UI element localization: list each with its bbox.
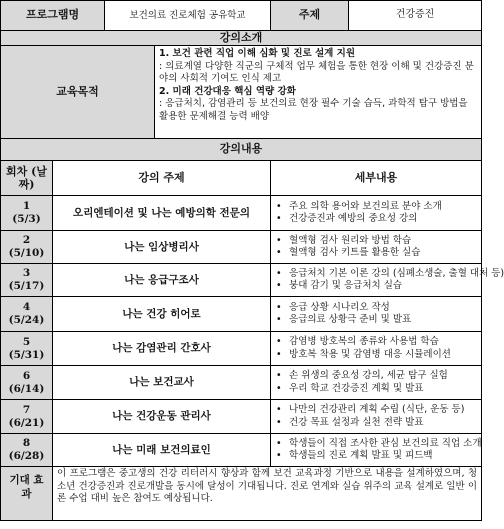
session-num: 5 xyxy=(22,335,31,348)
col-details-header: 세부내용 xyxy=(271,161,482,196)
content-header-row xyxy=(1,161,482,196)
objective-content xyxy=(155,46,482,139)
session-topic: 나는 응급구조사 xyxy=(53,264,271,297)
detail-item: • 감염병 방호복의 종류와 사용법 학습 xyxy=(271,336,481,349)
session-num: 4 xyxy=(22,301,31,313)
session-details xyxy=(271,366,482,400)
session-num: 7 xyxy=(22,403,31,416)
session-number xyxy=(1,231,53,264)
detail-item: • 주요 의학 용어와 보건의료 분야 소개 xyxy=(271,201,481,214)
header-row xyxy=(1,1,482,31)
outcome-text: 이 프로그램은 중고생의 건강 리터러시 향상과 함께 보건 교육과정 기반으로 내용을 설계하였으며, 청소년 건강증진과 진로개발을 동시에 달성이 기대됩니다. 진로 연계와 실습 위주의 교육 설계로 일반 이론 수업 대비 높은 참여도 예상됩니다. xyxy=(53,467,482,521)
detail-item: • 붕대 감기 및 응급처치 실습 xyxy=(271,280,481,293)
intro-title: 강의소개 xyxy=(1,31,482,46)
session-details xyxy=(271,332,482,366)
session-row xyxy=(1,196,482,231)
detail-item: • 학생들이 직접 조사한 관심 보건의료 직업 소개 xyxy=(271,438,481,451)
outcome-row xyxy=(1,467,482,521)
objective-1-heading: 1. 보건 관련 직업 이해 심화 및 진로 설계 지원 xyxy=(159,48,356,59)
outcome-label: 기대 효과 xyxy=(1,467,53,521)
program-value: 보건의료 진로체험 공유학교 xyxy=(105,1,271,31)
session-topic: 오리엔테이션 및 나는 예방의학 전문의 xyxy=(53,196,271,231)
session-number xyxy=(1,400,53,434)
session-row xyxy=(1,231,482,264)
detail-item: • 학생들의 진로 계획 발표 및 피드백 xyxy=(271,450,481,463)
detail-item: • 응급 상황 시나리오 작성 xyxy=(271,302,481,315)
col-topic-header: 강의 주제 xyxy=(53,161,271,196)
session-date: (5/10) xyxy=(8,247,45,259)
session-topic: 나는 보건교사 xyxy=(53,366,271,400)
session-num: 3 xyxy=(22,267,31,279)
content-title-row xyxy=(1,139,482,161)
session-date: (6/28) xyxy=(8,450,45,462)
intro-title-row xyxy=(1,31,482,46)
objective-2-heading: 2. 미래 건강대응 핵심 역량 강화 xyxy=(159,85,296,97)
session-details xyxy=(271,264,504,297)
session-row xyxy=(1,434,482,467)
session-num: 2 xyxy=(22,234,31,246)
session-date: (5/31) xyxy=(8,348,45,361)
detail-item: • 혈액형 검사 원리와 방법 학습 xyxy=(271,235,481,248)
detail-item: • 손 위생의 중요성 강의, 세균 탐구 실험 xyxy=(271,370,481,383)
session-number xyxy=(1,366,53,400)
objective-1-description: : 의료계열 다양한 직군의 구체적 업무 체험을 통한 현장 이해 및 건강증진 분야의 사회적 기여도 인식 제고 xyxy=(159,60,474,84)
detail-item: • 건강증진과 예방의 중요성 강의 xyxy=(271,213,481,226)
session-number xyxy=(1,264,53,297)
col-session-header: 회차 (날짜) xyxy=(1,161,53,196)
session-number xyxy=(1,434,53,467)
session-number xyxy=(1,332,53,366)
session-topic: 나는 건강 히어로 xyxy=(53,297,271,332)
program-label: 프로그램명 xyxy=(1,1,105,31)
detail-item: • 혈액형 검사 키트를 활용한 실습 xyxy=(271,247,481,260)
detail-item: • 응급처치 기본 이론 강의 (심폐소생술, 출혈 대처 등) xyxy=(271,268,481,281)
session-topic: 나는 미래 보건의료인 xyxy=(53,434,271,467)
theme-cell xyxy=(271,1,482,31)
session-topic: 나는 건강운동 관리사 xyxy=(53,400,271,434)
session-row xyxy=(1,297,482,332)
theme-label: 주제 xyxy=(271,1,349,30)
session-details xyxy=(271,196,482,231)
session-details xyxy=(271,231,482,264)
session-row xyxy=(1,366,482,400)
session-row xyxy=(1,264,482,297)
session-num: 8 xyxy=(22,437,31,449)
session-num: 1 xyxy=(22,200,31,212)
detail-item: • 방호복 착용 및 감염병 대응 시뮬레이션 xyxy=(271,349,481,362)
session-topic: 나는 감염관리 간호사 xyxy=(53,332,271,366)
session-number xyxy=(1,297,53,332)
detail-item: • 나만의 건강관리 계획 수립 (식단, 운동 등) xyxy=(271,404,481,417)
detail-item: • 응급의료 상황극 준비 및 발표 xyxy=(271,314,481,327)
session-details xyxy=(271,434,482,467)
objective-label: 교육목적 xyxy=(1,46,155,139)
session-row xyxy=(1,400,482,434)
detail-item: • 건강 목표 설정과 실천 전략 발표 xyxy=(271,417,481,430)
session-number xyxy=(1,196,53,231)
objective-row xyxy=(1,46,482,139)
session-date: (6/14) xyxy=(8,382,45,395)
session-date: (6/21) xyxy=(8,416,45,429)
session-date: (5/3) xyxy=(12,213,41,225)
session-details xyxy=(271,400,482,434)
detail-item: • 우리 학교 건강증진 계획 및 발표 xyxy=(271,383,481,396)
content-title: 강의내용 xyxy=(1,139,482,161)
objective-2-description: : 응급처치, 감염관리 등 보건의료 현장 필수 기술 습득, 과학적 탐구 방법을 활용한 문제해결 능력 배양 xyxy=(159,98,468,122)
session-date: (5/24) xyxy=(8,314,45,326)
theme-value: 건강증진 xyxy=(395,9,435,21)
session-row xyxy=(1,332,482,366)
session-date: (5/17) xyxy=(8,280,45,292)
session-details xyxy=(271,297,482,332)
session-topic: 나는 임상병리사 xyxy=(53,231,271,264)
session-num: 6 xyxy=(22,369,31,382)
